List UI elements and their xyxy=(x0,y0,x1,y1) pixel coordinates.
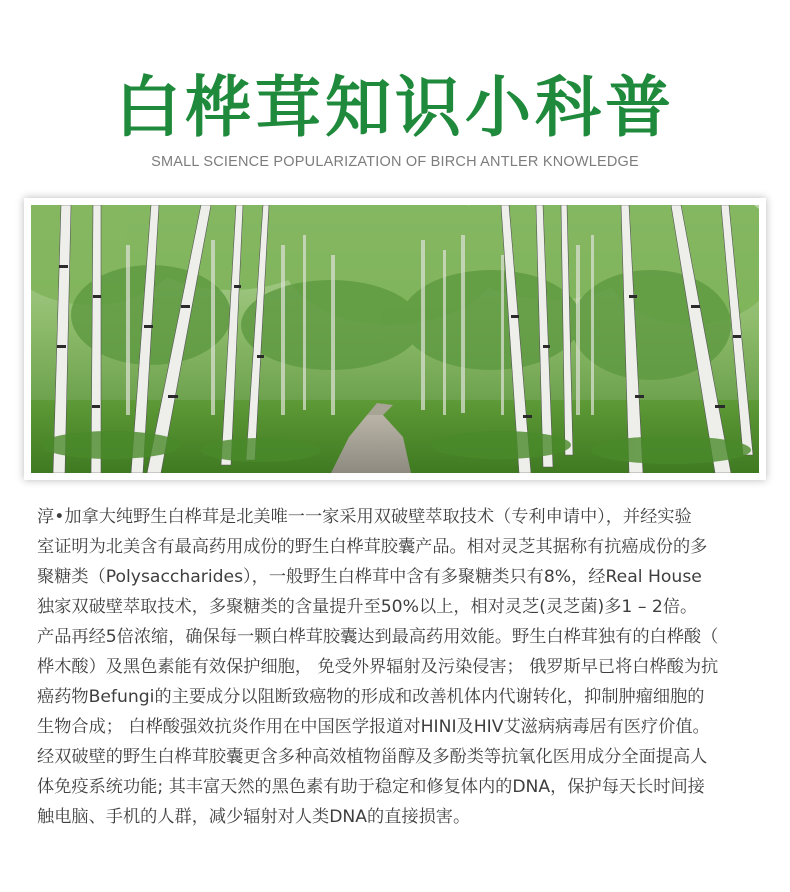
photo-frame xyxy=(24,198,766,480)
article-line: 室证明为北美含有最高药用成份的野生白桦茸胶囊产品。相对灵芝其据称有抗癌成份的多 xyxy=(37,537,708,557)
article-text xyxy=(37,502,759,832)
article-line: 独家双破壁萃取技术，多聚糖类的含量提升至50%以上，相对灵芝(灵芝菌)多1 – 2倍。 xyxy=(37,597,698,617)
article-line: 聚糖类（Polysaccharides），一般野生白桦茸中含有多聚糖类只有8%，经Real House xyxy=(37,567,702,587)
birch-forest-photo xyxy=(31,205,759,473)
article-line: 产品再经5倍浓缩，确保每一颗白桦茸胶囊达到最高药用效能。野生白桦茸独有的白桦酸（ xyxy=(37,627,719,647)
article-line: 桦木酸）及黑色素能有效保护细胞， 免受外界辐射及污染侵害； 俄罗斯早已将白桦酸为抗 xyxy=(37,657,719,677)
article-line: 经双破壁的野生白桦茸胶囊更含多种高效植物甾醇及多酚类等抗氧化医用成分全面提高人 xyxy=(37,747,708,767)
article-line: 生物合成； 白桦酸强效抗炎作用在中国医学报道对HINI及HIV艾滋病病毒居有医疗价值。 xyxy=(37,717,710,737)
article-line: 触电脑、手机的人群，减少辐射对人类DNA的直接损害。 xyxy=(37,807,471,827)
article-line: 体免疫系统功能; 其丰富天然的黑色素有助于稳定和修复体内的DNA，保护每天长时间接 xyxy=(37,777,705,797)
page-title: 白桦茸知识小科普 xyxy=(115,69,675,146)
article-line: 淳•加拿大纯野生白桦茸是北美唯一一家采用双破壁萃取技术（专利申请中），并经实验 xyxy=(37,507,692,527)
page-subtitle: SMALL SCIENCE POPULARIZATION OF BIRCH ANTLER KNOWLEDGE xyxy=(151,154,639,170)
article-line: 癌药物Befungi的主要成分以阻断致癌物的形成和改善机体内代谢转化，抑制肿瘤细胞的 xyxy=(37,687,705,707)
